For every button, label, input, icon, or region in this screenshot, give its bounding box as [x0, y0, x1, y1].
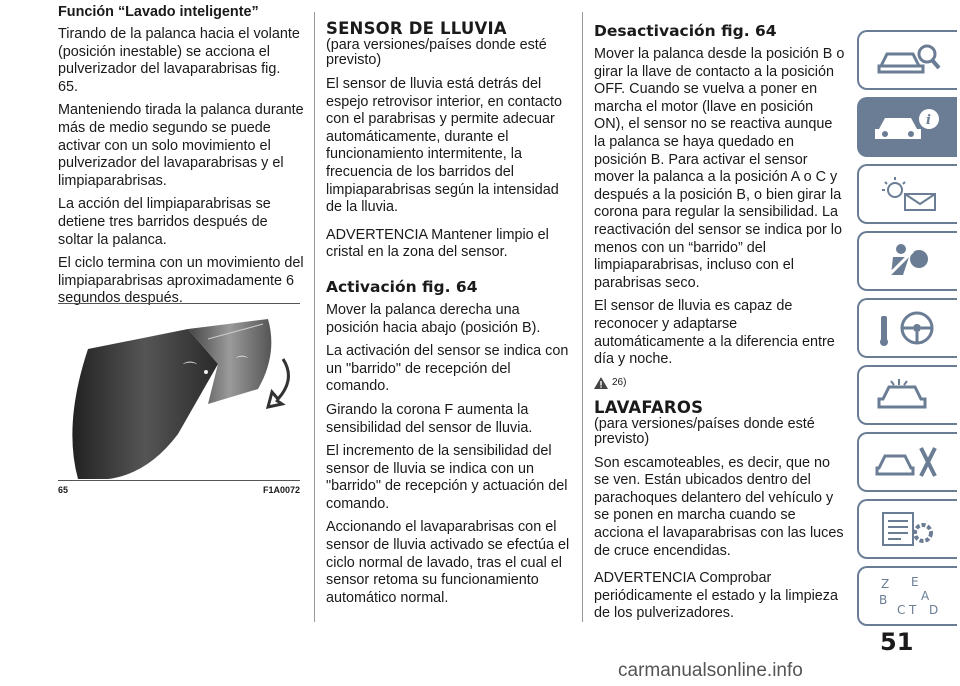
- paragraph: Mover la palanca derecha una posición hacia abajo (posición B).: [326, 301, 541, 336]
- headlight-washers-title: LAVAFAROS: [594, 397, 704, 417]
- tab-info-active[interactable]: [857, 97, 957, 157]
- column-3: [594, 0, 846, 629]
- tab-knowing-the-car[interactable]: [857, 30, 957, 90]
- activation-heading: Activación fig. 64: [326, 277, 478, 296]
- column-divider: [582, 12, 583, 622]
- column-divider: [314, 12, 315, 622]
- deactivation-heading: Desactivación fig. 64: [594, 22, 777, 40]
- figure-number: 65: [58, 485, 69, 495]
- rain-sensor-title: SENSOR DE LLUVIA: [326, 19, 507, 38]
- chapter-sidebar: [857, 30, 957, 633]
- wiper-stalk-illustration: [58, 304, 300, 480]
- paragraph: El incremento de la sensibilidad del sensor de lluvia se indica con un "barrido" de recepción y actuación del comando.: [326, 443, 568, 512]
- tab-emergency[interactable]: [857, 365, 957, 425]
- warning-paragraph: ADVERTENCIA Mantener limpio el cristal en la zona del sensor.: [326, 226, 549, 261]
- subtitle: (para versiones/países donde esté previsto): [326, 37, 547, 68]
- tab-maintenance[interactable]: [857, 432, 957, 492]
- alphabetical-index-icon: [873, 574, 943, 618]
- svg-text:i: i: [926, 113, 931, 128]
- smart-wash-heading: Función “Lavado inteligente”: [58, 4, 259, 20]
- warning-lights-envelope-icon: [873, 174, 943, 214]
- svg-text:⌒: ⌒: [183, 362, 197, 378]
- warning-ref-number: 26): [612, 377, 627, 389]
- paragraph: El ciclo termina con un movimiento del limpiaparabrisas aproximadamente 6 segundos después.: [58, 255, 304, 307]
- index-letter: Z: [881, 577, 890, 591]
- svg-text:⌒: ⌒: [236, 355, 249, 369]
- tab-index[interactable]: [857, 566, 957, 626]
- index-letter: C: [897, 603, 906, 617]
- column-2: [326, 0, 572, 613]
- figure-65: [58, 303, 300, 495]
- tab-starting-driving[interactable]: [857, 298, 957, 358]
- figure-code: F1A0072: [262, 485, 300, 495]
- paragraph: Mover la palanca desde la posición B o girar la llave de contacto a la posición OFF. Cuando se vuelva a poner en marcha el motor (llave en posición ON), el sensor no se reactiva aunque la palanca se haya quedado en posición B. Para activar el sensor mover la palanca a la posición A o C y después a la posición B, o bien girar la corona para regular la sensibilidad. La reactivación del sensor se indica por lo menos con un “barrido” del limpiaparabrisas, incluso con el parabrisas seco.: [594, 46, 845, 291]
- index-letter: E: [911, 575, 919, 589]
- key-steering-wheel-icon: [873, 308, 943, 348]
- paragraph: Girando la corona F aumenta la sensibilidad del sensor de lluvia.: [326, 401, 533, 436]
- specs-gear-icon: [873, 509, 943, 549]
- tab-safety[interactable]: [857, 231, 957, 291]
- car-info-icon: [873, 107, 943, 147]
- paragraph: Accionando el lavaparabrisas con el sensor de lluvia activado se efectúa el ciclo normal de lavado, tras el cual el sensor retoma su funcionamiento automático normal.: [326, 519, 570, 606]
- seat-airbag-icon: [873, 241, 943, 281]
- car-search-icon: [873, 40, 943, 80]
- index-letter: A: [921, 589, 930, 603]
- index-letter: B: [879, 593, 888, 607]
- watermark: carmanualsonline.info: [618, 660, 803, 681]
- paragraph: El sensor de lluvia es capaz de reconocer y adaptarse automáticamente a la diferencia entre día y noche.: [594, 298, 835, 368]
- subtitle: (para versiones/países donde esté previsto): [594, 415, 815, 447]
- paragraph: Son escamoteables, es decir, que no se ven. Están ubicados dentro del parachoques delantero del vehículo y se ponen en marcha cuando se acciona el lavaparabrisas con las luces de cruce encendidas.: [594, 454, 844, 559]
- paragraph: La acción del limpiaparabrisas se detiene tres barridos después de soltar la palanca.: [58, 196, 271, 248]
- tab-technical-data[interactable]: [857, 499, 957, 559]
- paragraph: La activación del sensor se indica con un "barrido" de recepción del comando.: [326, 343, 569, 395]
- car-tools-icon: [873, 442, 943, 482]
- warning-reference: [594, 377, 846, 389]
- paragraph: Manteniendo tirada la palanca durante más de medio segundo se puede activar con un solo movimiento el pulverizador del lavaparabrisas y el limpiaparabrisas.: [58, 102, 304, 189]
- paragraph: Tirando de la palanca hacia el volante (posición inestable) se acciona el pulverizador del lavaparabrisas fig. 65.: [58, 26, 300, 95]
- paragraph: El sensor de lluvia está detrás del espejo retrovisor interior, en contacto con el parabrisas y permite adecuar automáticamente, durante el funcionamiento intermitente, la frecuencia de los barridos del limpiaparabrisas según la intensidad de la lluvia.: [326, 76, 562, 216]
- page-number: 51: [880, 628, 914, 656]
- index-letter: T: [909, 603, 917, 617]
- car-emergency-icon: [873, 375, 943, 415]
- column-1: [58, 0, 304, 314]
- tab-warning-lights[interactable]: [857, 164, 957, 224]
- index-letter: D: [929, 603, 939, 617]
- warning-triangle-icon: [594, 377, 608, 389]
- warning-paragraph: ADVERTENCIA Comprobar periódicamente el estado y la limpieza de los pulverizadores.: [594, 570, 838, 622]
